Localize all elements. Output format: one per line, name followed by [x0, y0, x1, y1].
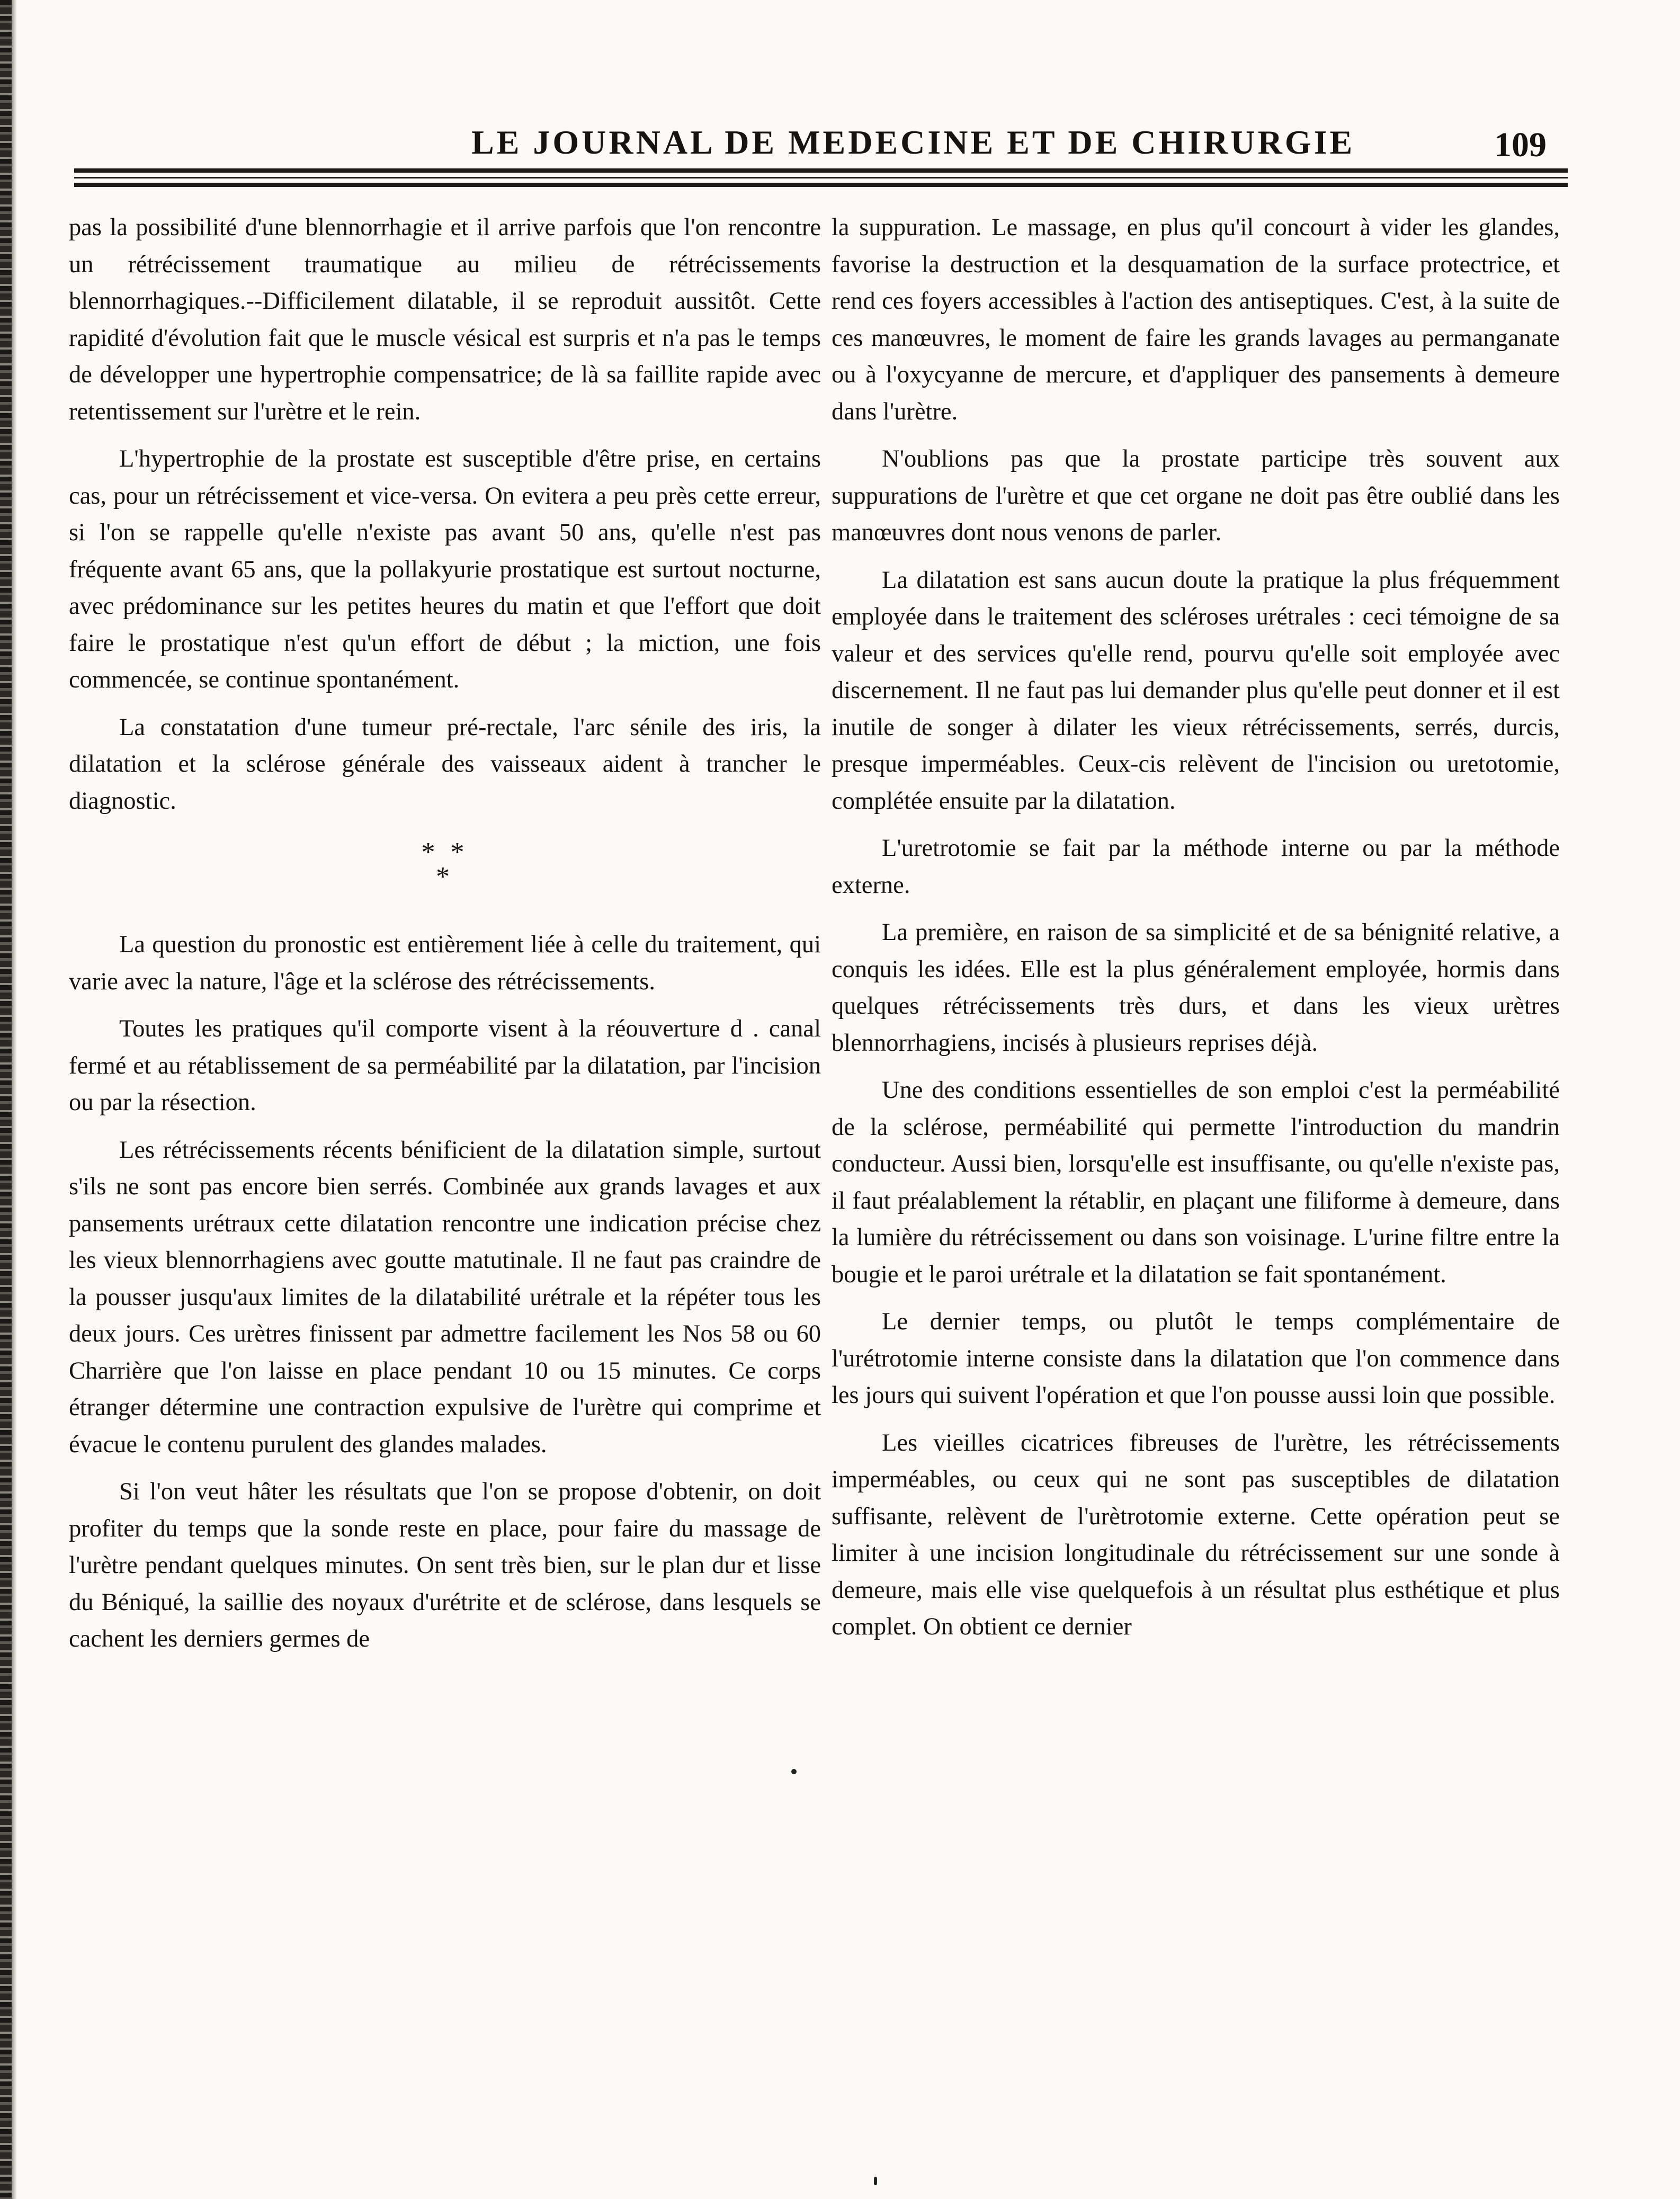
right-paragraph-7: Le dernier temps, ou plutôt le temps complémentaire de l'urétrotomie interne consiste dans la dilatation que l'on commence dans les jours qui suivent l'opération et que l'on pousse aussi loin que possible.	[832, 1308, 1560, 1409]
left-paragraph-7: Si l'on veut hâter les résultats que l'on se propose d'obtenir, on doit profiter du temps que la sonde reste en place, pour faire du massage de l'urètre pendant quelques minutes. On sent très bien, sur le plan dur et lisse du Béniqué, la saillie des noyaux d'urétrite et de sclérose, dans lesquels se cachent les derniers germes de	[69, 1478, 821, 1652]
header-rule-top	[74, 168, 1568, 173]
asterism-bottom: *	[436, 862, 454, 892]
right-paragraph-2: N'oublions pas que la prostate participe très souvent aux suppurations de l'urètre et que cet organe ne doit pas être oublié dans les manœuvres dont nous venons de parler.	[832, 445, 1560, 546]
right-paragraph-6: Une des conditions essentielles de son emploi c'est la perméabilité de la sclérose, perméabilité qui permette l'introduction du mandrin conducteur. Aussi bien, lorsqu'elle est insuffisante, ou qu'elle n'existe pas, il faut préalablement la rétablir, en plaçant une filiforme à demeure, dans la lumière du rétrécissement ou dans son voisinage. L'urine filtre entre la bougie et le paroi urétrale et la dilatation se fait spontanément.	[832, 1077, 1560, 1288]
page-header	[74, 123, 1568, 165]
binding-edge-shadow	[12, 0, 17, 2199]
left-paragraph-5: Toutes les pratiques qu'il comporte visent à la réouverture d . canal fermé et au rétablissement de sa perméabilité par la dilatation, par l'incision ou par la résection.	[69, 1015, 821, 1116]
section-asterism	[69, 837, 821, 892]
right-paragraph-4: L'uretrotomie se fait par la méthode interne ou par la méthode externe.	[832, 835, 1560, 899]
right-paragraph-8: Les vieilles cicatrices fibreuses de l'urètre, les rétrécissements imperméables, ou ceux qui ne sont pas susceptibles de dilatation suffisante, relèvent de l'urètrotomie externe. Cette opération peut se limiter à une incision longitudinale du rétrécissement sur une sonde à demeure, mais elle vise quelquefois à un résultat plus esthétique et plus complet. On obtient ce dernier	[832, 1429, 1560, 1640]
header-rule-middle	[74, 177, 1568, 178]
ink-speck	[791, 1769, 797, 1774]
ink-speck	[874, 2177, 877, 2185]
header-rule-bottom	[74, 183, 1568, 187]
left-paragraph-2: L'hypertrophie de la prostate est susceptible d'être prise, en certains cas, pour un rétrécissement et vice-versa. On evitera a peu près cette erreur, si l'on se rappelle qu'elle n'existe pas avant 50 ans, qu'elle n'est pas fréquente avant 65 ans, que la pollakyurie prostatique est surtout nocturne, avec prédominance sur les petites heures du matin et que l'effort que doit faire le prostatique n'est qu'un effort de début ; la miction, une fois commencée, se continue spontanément.	[69, 445, 821, 693]
running-title: LE JOURNAL DE MEDECINE ET DE CHIRURGIE	[471, 123, 1355, 161]
page-number: 109	[1494, 126, 1547, 164]
right-paragraph-1: la suppuration. Le massage, en plus qu'il concourt à vider les glandes, favorise la destruction et la desquamation de la surface protectrice, et rend ces foyers accessibles à l'action des antiseptiques. C'est, à la suite de ces manœuvres, le moment de faire les grands lavages au permanganate ou à l'oxycyanne de mercure, et d'appliquer des pansements à demeure dans l'urètre.	[832, 214, 1560, 425]
right-paragraph-3: La dilatation est sans aucun doute la pratique la plus fréquemment employée dans le traitement des scléroses urétrales : ceci témoigne de sa valeur et des services qu'elle rend, pourvu qu'elle soit employée avec discernement. Il ne faut pas lui demander plus qu'elle peut donner et il est inutile de songer à dilater les vieux rétrécissements, serrés, durcis, presque imperméables. Ceux-cis relèvent de l'incision ou uretotomie, complétée ensuite par la dilatation.	[832, 566, 1560, 815]
scanned-binding-edge	[0, 0, 12, 2199]
left-paragraph-3: La constatation d'une tumeur pré-rectale, l'arc sénile des iris, la dilatation et la sclérose générale des vaisseaux aident à trancher le diagnostic.	[69, 713, 821, 815]
asterism-top: * *	[421, 837, 469, 868]
right-column	[832, 209, 1560, 1656]
left-column	[69, 209, 821, 1668]
left-paragraph-6: Les rétrécissements récents bénificient de la dilatation simple, surtout s'ils ne sont pas encore bien serrés. Combinée aux grands lavages et aux pansements urétraux cette dilatation rencontre une indication précise chez les vieux blennorrhagiens avec goutte matutinale. Il ne faut pas craindre de la pousser jusqu'aux limites de la dilatabilité urétrale et la répéter tous les deux jours. Ces urètres finissent par admettre facilement les Nos 58 ou 60 Charrière que l'on laisse en place pendant 10 ou 15 minutes. Ce corps étranger détermine une contraction expulsive de l'urètre qui comprime et évacue le contenu purulent des glandes malades.	[69, 1136, 821, 1458]
left-paragraph-1: pas la possibilité d'une blennorrhagie et il arrive parfois que l'on rencontre un rétrécissement traumatique au milieu de rétrécissements blennorrhagiques.--Difficilement dilatable, il se reproduit aussitôt. Cette rapidité d'évolution fait que le muscle vésical est surpris et n'a pas le temps de développer une hypertrophie compensatrice; de là sa faillite rapide avec retentissement sur l'urètre et le rein.	[69, 214, 821, 425]
left-paragraph-4: La question du pronostic est entièrement liée à celle du traitement, qui varie avec la nature, l'âge et la sclérose des rétrécissements.	[69, 931, 821, 995]
right-paragraph-5: La première, en raison de sa simplicité et de sa bénignité relative, a conquis les idées. Elle est la plus généralement employée, hormis dans quelques rétrécissements très durs, et dans les vieux urètres blennorrhagiens, incisés à plusieurs reprises déjà.	[832, 919, 1560, 1057]
